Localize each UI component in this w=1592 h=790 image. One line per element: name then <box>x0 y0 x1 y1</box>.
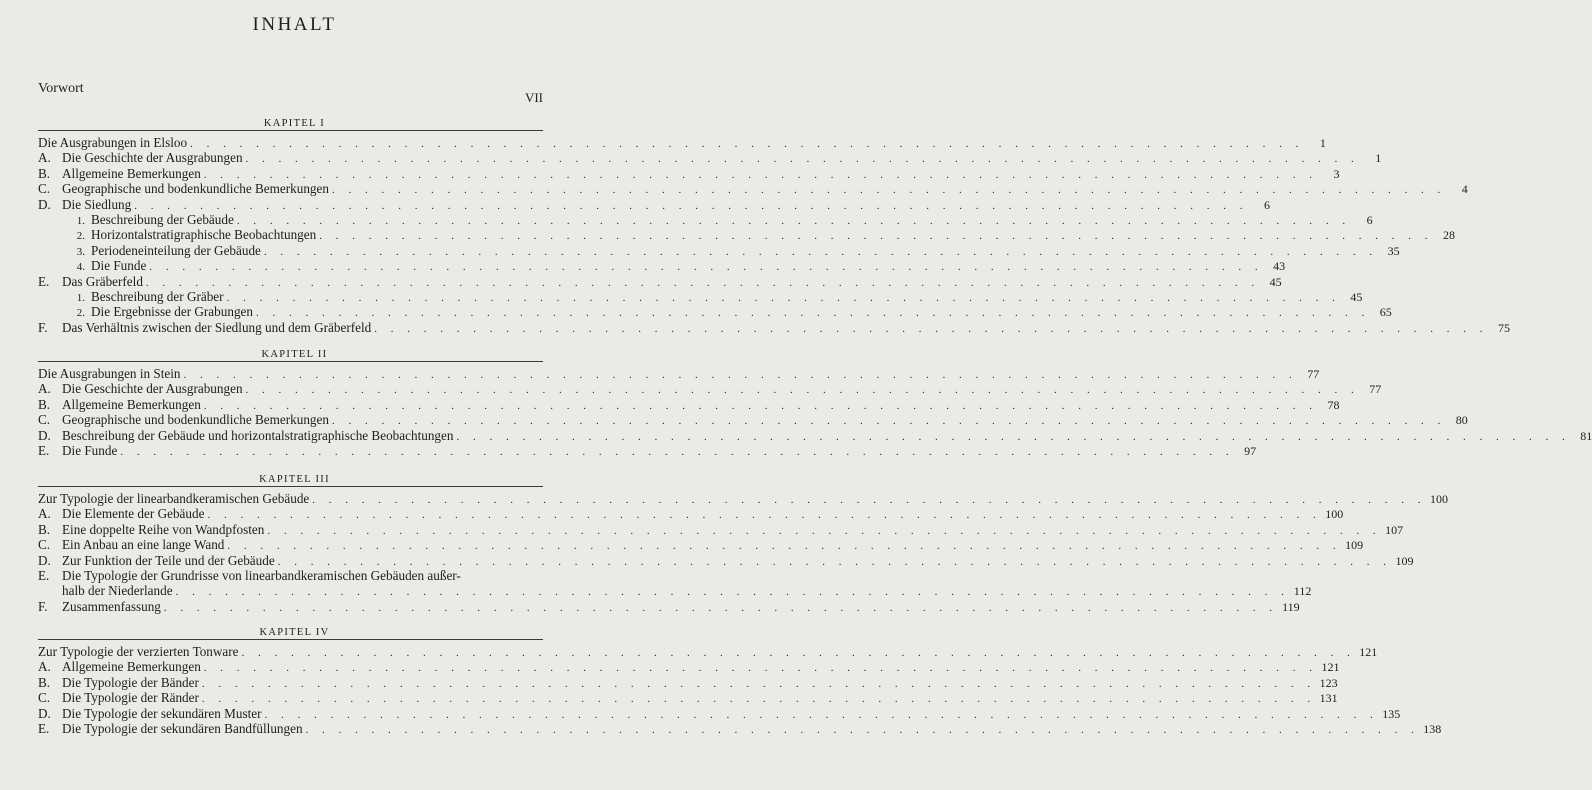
toc-entry <box>38 598 1300 616</box>
leader-dots: . . . . . . . . . . . . . . . . . . . . . . . . . . . . . . . . . . . . . . . . . . . . . . . . . . . . . . . . . . . . . . . . . . . . <box>227 540 1342 553</box>
leader-dots: . . . . . . . . . . . . . . . . . . . . . . . . . . . . . . . . . . . . . . . . . . . . . . . . . . . . . . . . . . . . . . . . . . . . <box>120 446 1235 458</box>
toc-entry-letter: B. <box>38 396 51 412</box>
leader-dots: . . . . . . . . . . . . . . . . . . . . . . . . . . . . . . . . . . . . . . . . . . . . . . . . . . . . . . . . . . . . . . . . . . . . <box>267 524 1382 537</box>
leader-dots: . . . . . . . . . . . . . . . . . . . . . . . . . . . . . . . . . . . . . . . . . . . . . . . . . . . . . . . . . . . . . . . . . . . . <box>263 245 1378 258</box>
toc-entry <box>38 443 1257 460</box>
toc-entry-page: 107 <box>1385 522 1404 537</box>
toc-entry-label: Das Verhältnis zwischen der Siedlung und dem Gräberfeld <box>62 319 372 335</box>
toc-entry-letter: A. <box>38 150 51 166</box>
toc-entry-label: halb der Niederlande <box>62 583 173 599</box>
toc-entry-page: 119 <box>1282 599 1300 614</box>
leader-dots: . . . . . . . . . . . . . . . . . . . . . . . . . . . . . . . . . . . . . . . . . . . . . . . . . . . . . . . . . . . . . . . . . . . . <box>226 292 1341 304</box>
chapter-heading: KAPITEL I <box>263 118 326 129</box>
toc-entry-label: Allgemeine Bemerkungen <box>62 659 201 675</box>
toc-entry-label: Die Siedlung <box>62 196 132 212</box>
toc-entry-label: Die Typologie der Ränder <box>62 690 199 706</box>
toc-entry-label: Die Ausgrabungen in Elsloo <box>38 135 188 150</box>
leader-dots: . . . . . . . . . . . . . . . . . . . . . . . . . . . . . . . . . . . . . . . . . . . . . . . . . . . . . . . . . . . . . . . . . . . . <box>319 230 1433 243</box>
toc-entry-label: Das Gräberfeld <box>62 273 143 289</box>
leader-dots: . . . . . . . . . . . . . . . . . . . . . . . . . . . . . . . . . . . . . . . . . . . . . . . . . . . . . . . . . . . . . . . . . . . . <box>245 384 1360 397</box>
toc-entry-page: 112 <box>1293 584 1312 599</box>
toc-entry-number: 4. <box>76 261 85 274</box>
leader-dots: . . . . . . . . . . . . . . . . . . . . . . . . . . . . . . . . . . . . . . . . . . . . . . . . . . . . . . . . . . . . . . . . . . . . <box>331 415 1446 428</box>
toc-entry-letter: A. <box>38 381 51 397</box>
toc-entry-label: Die Ausgrabungen in Stein <box>38 366 181 381</box>
toc-entry-label: Zur Typologie der verzierten Tonware <box>38 644 239 659</box>
toc-entry-label: Zur Funktion der Teile und der Gebäude <box>62 552 275 568</box>
leader-dots: . . . . . . . . . . . . . . . . . . . . . . . . . . . . . . . . . . . . . . . . . . . . . . . . . . . . . . . . . . . . . . . . . . . . <box>264 708 1379 721</box>
toc-entry-page: 138 <box>1423 722 1442 736</box>
toc-entry-label: Die Typologie der Bänder <box>62 674 199 690</box>
leader-dots: . . . . . . . . . . . . . . . . . . . . . . . . . . . . . . . . . . . . . . . . . . . . . . . . . . . . . . . . . . . . . . . . . . . . <box>183 369 1298 381</box>
leader-dots: . . . . . . . . . . . . . . . . . . . . . . . . . . . . . . . . . . . . . . . . . . . . . . . . . . . . . . . . . . . . . . . . . . . . <box>149 261 1264 274</box>
toc-entry-label: Die Funde <box>91 258 147 274</box>
leader-dots: . . . . . . . . . . . . . . . . . . . . . . . . . . . . . . . . . . . . . . . . . . . . . . . . . . . . . . . . . . . . . . . . . . . . <box>456 430 1571 443</box>
toc-entry-page: 100 <box>1430 492 1449 506</box>
toc-entry-label: Die Funde <box>62 443 118 458</box>
toc-entry-page: 77 <box>1369 382 1382 397</box>
toc-entry-number: 2. <box>76 230 85 243</box>
toc-entry-letter: B. <box>38 521 51 537</box>
toc-entry-page: 77 <box>1307 367 1320 381</box>
toc-entry-label: Die Typologie der sekundären Bandfüllungen <box>62 721 303 736</box>
toc-entry-page: 123 <box>1319 675 1338 690</box>
toc-entry-label: Vorwort <box>38 81 84 96</box>
leader-dots: . . . . . . . . . . . . . . . . . . . . . . . . . . . . . . . . . . . . . . . . . . . . . . . . . . . . . . . . . . . . . . . . . . . . <box>277 555 1392 568</box>
leader-dots: . . . . . . . . . . . . . . . . . . . . . . . . . . . . . . . . . . . . . . . . . . . . . . . . . . . . . . . . . . . . . . . . . . . . <box>203 168 1318 181</box>
toc-entry-page: 4 <box>1461 182 1468 197</box>
leader-dots: . . . . . . . . . . . . . . . . . . . . . . . . . . . . . . . . . . . . . . . . . . . . . . . . . . . . . . . . . . . . . . . . . . . . <box>331 184 1446 197</box>
chapter-rule <box>38 639 543 640</box>
toc-entry-page: 109 <box>1345 538 1364 553</box>
toc-entry-number: 2. <box>76 307 85 320</box>
chapter-heading: KAPITEL III <box>259 474 330 485</box>
toc-entry-letter: E. <box>38 721 50 736</box>
toc-entry-letter: B. <box>38 674 51 690</box>
toc-entry-page: 28 <box>1442 228 1455 243</box>
toc-entry-page: 80 <box>1455 413 1468 428</box>
toc-entry-number: 1. <box>76 215 85 227</box>
chapter-rule <box>38 130 543 131</box>
leader-dots: . . . . . . . . . . . . . . . . . . . . . . . . . . . . . . . . . . . . . . . . . . . . . . . . . . . . . . . . . . . . . . . . . . . . <box>245 153 1360 166</box>
toc-entry-letter: E. <box>38 568 50 583</box>
toc-entry-page: 109 <box>1395 553 1414 568</box>
toc-entry-letter: C. <box>38 412 51 428</box>
toc-entry-page: 100 <box>1325 507 1344 522</box>
toc-entry-label: Horizontalstratigraphische Beobachtungen <box>91 227 317 243</box>
toc-entry-page: 81 <box>1580 428 1592 443</box>
leader-dots: . . . . . . . . . . . . . . . . . . . . . . . . . . . . . . . . . . . . . . . . . . . . . . . . . . . . . . . . . . . . . . . . . . . . <box>190 138 1304 150</box>
toc-entry-page: 65 <box>1379 305 1392 320</box>
toc-entry-label: Die Elemente der Gebäude <box>62 506 205 522</box>
toc-entry-letter: D. <box>38 196 51 212</box>
leader-dots: . . . . . . . . . . . . . . . . . . . . . . . . . . . . . . . . . . . . . . . . . . . . . . . . . . . . . . . . . . . . . . . . . . . . <box>175 586 1290 599</box>
leader-dots: . . . . . . . . . . . . . . . . . . . . . . . . . . . . . . . . . . . . . . . . . . . . . . . . . . . . . . . . . . . . . . . . . . . . <box>201 677 1316 690</box>
toc-entry-number: 1. <box>76 292 85 304</box>
leader-dots: . . . . . . . . . . . . . . . . . . . . . . . . . . . . . . . . . . . . . . . . . . . . . . . . . . . . . . . . . . . . . . . . . . . . <box>256 307 1370 320</box>
leader-dots: . . . . . . . . . . . . . . . . . . . . . . . . . . . . . . . . . . . . . . . . . . . . . . . . . . . . . . . . . . . . . . . . . . . . <box>374 322 1488 335</box>
toc-entry-letter: A. <box>38 659 51 675</box>
toc-entry <box>38 568 543 583</box>
toc-entry-label: Die Typologie der Grundrisse von linearbandkeramischen Gebäuden außer- <box>62 568 461 583</box>
toc-entry-label: Die Geschichte der Ausgrabungen <box>62 381 243 397</box>
toc-entry-page: 1 <box>1319 136 1326 150</box>
toc-entry-label: Beschreibung der Gräber <box>91 289 224 304</box>
toc-entry-label: Die Geschichte der Ausgrabungen <box>62 150 243 166</box>
toc-entry <box>38 721 1442 738</box>
chapter-heading: KAPITEL IV <box>259 627 330 638</box>
toc-entry-page: 135 <box>1382 706 1401 721</box>
toc-entry-page: 78 <box>1327 397 1340 412</box>
toc-entry-page: 121 <box>1321 660 1340 675</box>
toc-entry-page: 6 <box>1263 197 1270 212</box>
toc-entry-page: 6 <box>1366 213 1373 227</box>
toc-entry-letter: C. <box>38 690 51 706</box>
chapter-rule <box>38 361 543 362</box>
leader-dots: . . . . . . . . . . . . . . . . . . . . . . . . . . . . . . . . . . . . . . . . . . . . . . . . . . . . . . . . . . . . . . . . . . . . <box>203 662 1318 675</box>
toc-entry-label: Beschreibung der Gebäude <box>91 212 234 227</box>
toc-entry-page: 35 <box>1387 243 1400 258</box>
leader-dots: . . . . . . . . . . . . . . . . . . . . . . . . . . . . . . . . . . . . . . . . . . . . . . . . . . . . . . . . . . . . . . . . . . . . <box>134 199 1248 212</box>
toc-entry-letter: D. <box>38 705 51 721</box>
toc-entry-vorwort <box>38 80 543 105</box>
chapter-rule <box>38 486 543 487</box>
toc-entry-number: 3. <box>76 245 85 258</box>
toc-entry-letter: B. <box>38 165 51 181</box>
toc-entry-page: 121 <box>1359 645 1378 659</box>
toc-entry-label: Zur Typologie der linearbandkeramischen Gebäude <box>38 491 310 506</box>
toc-entry-label: Die Typologie der sekundären Muster <box>62 705 262 721</box>
toc-entry-label: Zusammenfassung <box>62 598 161 614</box>
leader-dots: . . . . . . . . . . . . . . . . . . . . . . . . . . . . . . . . . . . . . . . . . . . . . . . . . . . . . . . . . . . . . . . . . . . . <box>312 494 1427 506</box>
page-title: INHALT <box>252 14 337 35</box>
toc-entry-page: 45 <box>1269 274 1282 289</box>
toc-entry-label: Allgemeine Bemerkungen <box>62 396 201 412</box>
leader-dots: . . . . . . . . . . . . . . . . . . . . . . . . . . . . . . . . . . . . . . . . . . . . . . . . . . . . . . . . . . . . . . . . . . . . <box>305 724 1420 736</box>
toc-entry <box>38 319 1510 337</box>
leader-dots: . . . . . . . . . . . . . . . . . . . . . . . . . . . . . . . . . . . . . . . . . . . . . . . . . . . . . . . . . . . . . . . . . . . . <box>203 399 1318 412</box>
toc-entry-label: Beschreibung der Gebäude und horizontalstratigraphische Beobachtungen <box>62 427 454 443</box>
toc-entry-label: Geographische und bodenkundliche Bemerkungen <box>62 412 329 428</box>
toc-entry-page: 131 <box>1319 691 1338 706</box>
toc-entry-page: 97 <box>1244 444 1257 458</box>
toc-entry-label: Allgemeine Bemerkungen <box>62 165 201 181</box>
toc-entry-page: 3 <box>1333 166 1340 181</box>
leader-dots: . . . . . . . . . . . . . . . . . . . . . . . . . . . . . . . . . . . . . . . . . . . . . . . . . . . . . . . . . . . . . . . . . . . . <box>207 509 1322 522</box>
toc-entry-page: VII <box>524 90 543 105</box>
toc-entry-letter: D. <box>38 552 51 568</box>
leader-dots: . . . . . . . . . . . . . . . . . . . . . . . . . . . . . . . . . . . . . . . . . . . . . . . . . . . . . . . . . . . . . . . . . . . . <box>163 601 1278 614</box>
toc-entry-label: Eine doppelte Reihe von Wandpfosten <box>62 521 265 537</box>
chapter-heading: KAPITEL II <box>261 349 328 360</box>
toc-entry-label: Die Ergebnisse der Grabungen <box>91 304 253 320</box>
toc-entry-letter: E. <box>38 443 50 458</box>
toc-entry-letter: D. <box>38 427 51 443</box>
toc-entry-page: 43 <box>1273 259 1286 274</box>
toc-entry-letter: E. <box>38 273 50 289</box>
toc-entry-label: Geographische und bodenkundliche Bemerkungen <box>62 181 329 197</box>
toc-entry-label: Ein Anbau an eine lange Wand <box>62 537 225 553</box>
toc-entry-letter: C. <box>38 537 51 553</box>
toc-entry-letter: F. <box>38 319 48 335</box>
toc-entry-letter: C. <box>38 181 51 197</box>
leader-dots: . . . . . . . . . . . . . . . . . . . . . . . . . . . . . . . . . . . . . . . . . . . . . . . . . . . . . . . . . . . . . . . . . . . . <box>241 647 1356 659</box>
leader-dots: . . . . . . . . . . . . . . . . . . . . . . . . . . . . . . . . . . . . . . . . . . . . . . . . . . . . . . . . . . . . . . . . . . . . <box>236 215 1351 227</box>
leader-dots: . . . . . . . . . . . . . . . . . . . . . . . . . . . . . . . . . . . . . . . . . . . . . . . . . . . . . . . . . . . . . . . . . . . . <box>145 276 1260 289</box>
toc-entry-page: 1 <box>1375 151 1382 166</box>
toc-entry-label: Periodeneinteilung der Gebäude <box>91 242 261 258</box>
toc-entry-page: 45 <box>1350 290 1363 304</box>
leader-dots: . . . . . . . . . . . . . . . . . . . . . . . . . . . . . . . . . . . . . . . . . . . . . . . . . . . . . . . . . . . . . . . . . . . . <box>201 693 1316 706</box>
toc-entry-letter: F. <box>38 598 48 614</box>
toc-entry-page: 75 <box>1497 320 1510 335</box>
toc-entry-letter: A. <box>38 506 51 522</box>
